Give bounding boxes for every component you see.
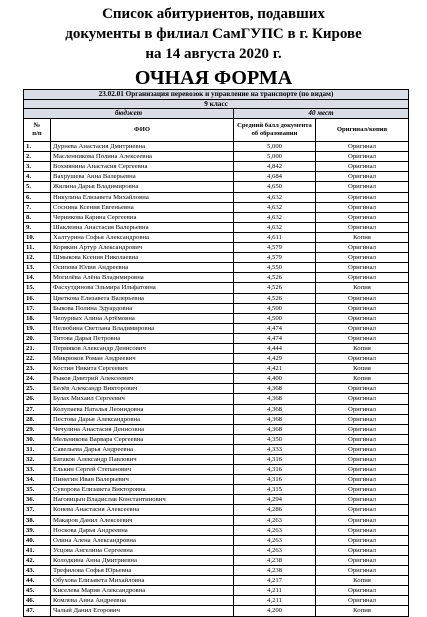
document-type: Оригинал [316,505,409,515]
applicant-name: Рыков Дмитрий Алексеевич [51,374,234,384]
row-number: 15. [24,283,51,293]
row-number: 30. [24,434,51,444]
row-number: 22. [24,354,51,364]
applicant-name: Наговицын Владислав Константинович [51,495,234,505]
average-score: 4,263 [234,525,316,535]
document-type: Копия [316,283,409,293]
document-type: Оригинал [316,212,409,222]
applicant-name: Булах Михаил Сергеевич [51,394,234,404]
row-number: 44. [24,576,51,586]
row-number: 23. [24,364,51,374]
table-row [24,212,409,222]
document-type: Оригинал [316,172,409,182]
document-type: Оригинал [316,555,409,565]
col-header-name: ФИО [51,119,234,142]
average-score: 4,429 [234,354,316,364]
applicant-name: Халтурина Софья Александровна [51,232,234,242]
average-score: 4,632 [234,222,316,232]
row-number: 45. [24,586,51,596]
average-score: 4,526 [234,273,316,283]
document-type: Оригинал [316,293,409,303]
document-type: Оригинал [316,162,409,172]
column-header-row [24,119,409,142]
row-number: 43. [24,566,51,576]
row-number: 33. [24,465,51,475]
average-score: 4,579 [234,253,316,263]
table-row [24,364,409,374]
average-score: 4,368 [234,394,316,404]
average-score: 4,842 [234,162,316,172]
row-number: 47. [24,606,51,616]
document-type: Оригинал [316,596,409,606]
document-type: Оригинал [316,566,409,576]
applicant-name: Мельникова Варвара Сергеевна [51,434,234,444]
table-row [24,263,409,273]
applicant-name: Макаров Данил Алексеевич [51,515,234,525]
document-type: Оригинал [316,535,409,545]
document-type: Оригинал [316,515,409,525]
row-number: 39. [24,525,51,535]
average-score: 5,000 [234,142,316,152]
row-number: 5. [24,182,51,192]
document-type: Оригинал [316,414,409,424]
average-score: 4,286 [234,505,316,515]
table-row [24,243,409,253]
table-row [24,182,409,192]
average-score: 4,526 [234,293,316,303]
applicant-name: Корякин Артур Александрович [51,243,234,253]
row-number: 13. [24,263,51,273]
document-type: Оригинал [316,455,409,465]
average-score: 5,000 [234,152,316,162]
average-score: 4,650 [234,182,316,192]
applicant-name: Дурнева Анастасия Дмитриевна [51,142,234,152]
applicant-name: Микрюков Роман Андреевич [51,354,234,364]
row-number: 27. [24,404,51,414]
applicant-name: Чечулина Анастасия Денисовна [51,424,234,434]
table-row [24,303,409,313]
document-type: Оригинал [316,384,409,394]
average-score: 4,474 [234,333,316,343]
row-number: 4. [24,172,51,182]
table-row [24,283,409,293]
applicant-name: Шмыкова Ксения Николаевна [51,253,234,263]
applicant-name: Трефилова Софья Юрьевна [51,566,234,576]
row-number: 2. [24,152,51,162]
document-type: Оригинал [316,222,409,232]
document-type: Оригинал [316,253,409,263]
table-row [24,485,409,495]
applicants-table [23,89,409,617]
applicant-name: Соснина Ксения Евгеньевна [51,202,234,212]
funding-row [24,109,409,119]
row-number: 7. [24,202,51,212]
average-score: 4,211 [234,596,316,606]
average-score: 4,632 [234,212,316,222]
document-type: Оригинал [316,485,409,495]
applicant-name: Шаклеина Анастасия Валерьевна [51,222,234,232]
row-number: 19. [24,323,51,333]
table-row [24,293,409,303]
applicant-name: Никулина Елизавета Михайловна [51,192,234,202]
document-type: Оригинал [316,313,409,323]
row-number: 21. [24,343,51,353]
table-row [24,172,409,182]
document-type: Оригинал [316,303,409,313]
heading-line-1: Список абитуриентов, подавших [102,6,325,22]
table-row [24,465,409,475]
row-number: 38. [24,515,51,525]
document-type: Оригинал [316,152,409,162]
row-number: 20. [24,333,51,343]
document-type: Оригинал [316,404,409,414]
applicant-name: Вахрушева Анна Валерьевна [51,172,234,182]
heading-line-2: документы в филиал СамГУПС в г. Кирове [65,26,362,42]
average-score: 4,368 [234,424,316,434]
applicant-name: Масленникова Полина Алексеевна [51,152,234,162]
table-row [24,555,409,565]
table-row [24,273,409,283]
row-number: 14. [24,273,51,283]
average-score: 4,211 [234,586,316,596]
document-type: Оригинал [316,243,409,253]
average-score: 4,632 [234,202,316,212]
applicant-name: Обухова Елизавета Михайловна [51,576,234,586]
applicant-name: Фасхутдинова Эльмира Ильфатовна [51,283,234,293]
table-row [24,343,409,353]
document-type: Оригинал [316,354,409,364]
document-type: Оригинал [316,525,409,535]
average-score: 4,550 [234,263,316,273]
grade-row [24,99,409,109]
table-row [24,545,409,555]
document-type: Оригинал [316,495,409,505]
applicant-name: Елькин Сергей Степанович [51,465,234,475]
applicant-name: Осипова Юлия Андреевна [51,263,234,273]
table-row [24,505,409,515]
table-row [24,323,409,333]
applicant-name: Олина Алена Александровна [51,535,234,545]
row-number: 9. [24,222,51,232]
average-score: 4,400 [234,374,316,384]
average-score: 4,316 [234,455,316,465]
average-score: 4,526 [234,283,316,293]
document-type: Оригинал [316,142,409,152]
average-score: 4,444 [234,343,316,353]
heading-date: на 14 августа 2020 г. [145,46,282,62]
row-number: 34. [24,475,51,485]
average-score: 4,294 [234,495,316,505]
average-score: 4,421 [234,364,316,374]
row-number: 3. [24,162,51,172]
document-type: Копия [316,606,409,616]
average-score: 4,632 [234,192,316,202]
document-type: Оригинал [316,263,409,273]
applicant-name: Усцова Ангелина Сергеевна [51,545,234,555]
table-row [24,404,409,414]
applicant-name: Черникова Карина Сергеевна [51,212,234,222]
average-score: 4,263 [234,515,316,525]
applicant-name: Пинегин Иван Валерьевич [51,475,234,485]
applicant-name: Носкова Дарья Андреевна [51,525,234,535]
average-score: 4,315 [234,485,316,495]
average-score: 4,350 [234,434,316,444]
average-score: 4,263 [234,545,316,555]
row-number: 12. [24,253,51,263]
table-row [24,455,409,465]
row-number: 31. [24,444,51,454]
document-type: Оригинал [316,475,409,485]
document-type: Оригинал [316,586,409,596]
row-number: 1. [24,142,51,152]
average-score: 4,333 [234,444,316,454]
table-row [24,354,409,364]
average-score: 4,238 [234,555,316,565]
table-row [24,333,409,343]
col-header-doc: Оригинал/копия [316,119,409,142]
document-type: Оригинал [316,465,409,475]
table-row [24,606,409,616]
document-type: Оригинал [316,434,409,444]
average-score: 4,238 [234,566,316,576]
table-row [24,414,409,424]
applicant-name: Нелюбина Светлана Владимировна [51,323,234,333]
col-header-num: № п/п [24,119,51,142]
row-number: 36. [24,495,51,505]
specialty-name: 23.02.01 Организация перевозок и управление на транспорте (по видам) [24,90,409,100]
table-row [24,566,409,576]
average-score: 4,368 [234,414,316,424]
row-number: 32. [24,455,51,465]
applicant-name: Савельева Дарья Андреевна [51,444,234,454]
table-row [24,576,409,586]
average-score: 4,217 [234,576,316,586]
funding-label: бюджет [24,109,234,119]
applicant-name: Пермяков Александр Денисович [51,343,234,353]
average-score: 4,200 [234,606,316,616]
document-type: Копия [316,232,409,242]
average-score: 4,684 [234,172,316,182]
table-row [24,495,409,505]
document-type: Оригинал [316,444,409,454]
applicant-name: Пестова Дарья Александровна [51,414,234,424]
applicant-name: Колупаева Наталья Леонидовна [51,404,234,414]
row-number: 40. [24,535,51,545]
table-row [24,313,409,323]
table-row [24,394,409,404]
applicant-name: Белёв Александр Викторович [51,384,234,394]
table-row [24,535,409,545]
row-number: 46. [24,596,51,606]
document-type: Оригинал [316,394,409,404]
table-row [24,253,409,263]
document-type: Оригинал [316,202,409,212]
average-score: 4,316 [234,465,316,475]
row-number: 10. [24,232,51,242]
applicant-name: Костин Никита Сергеевич [51,364,234,374]
applicant-name: Суворова Елизавета Викторовна [51,485,234,495]
applicant-name: Жилина Дарья Владимировна [51,182,234,192]
table-row [24,434,409,444]
table-row [24,384,409,394]
table-row [24,162,409,172]
row-number: 29. [24,424,51,434]
row-number: 26. [24,394,51,404]
row-number: 28. [24,414,51,424]
table-row [24,525,409,535]
row-number: 16. [24,293,51,303]
table-row [24,444,409,454]
document-type: Оригинал [316,273,409,283]
applicant-name: Колодкина Анна Дмитриевна [51,555,234,565]
average-score: 4,500 [234,313,316,323]
table-row [24,152,409,162]
row-number: 17. [24,303,51,313]
row-number: 11. [24,243,51,253]
average-score: 4,474 [234,323,316,333]
col-header-score: Средний балл документа об образовании [234,119,316,142]
document-type: Копия [316,364,409,374]
document-type: Оригинал [316,323,409,333]
applicant-name: Быкова Полина Эдуардовна [51,303,234,313]
row-number: 35. [24,485,51,495]
average-score: 4,579 [234,243,316,253]
study-form-title: ОЧНАЯ ФОРМА [134,67,293,89]
applicant-name: Цветкова Елизавета Валерьевна [51,293,234,303]
average-score: 4,368 [234,384,316,394]
table-row [24,232,409,242]
row-number: 25. [24,384,51,394]
applicant-name: Могилёва Алёна Владимировна [51,273,234,283]
row-number: 18. [24,313,51,323]
applicant-name: Вохмянина Анастасия Сергеевна [51,162,234,172]
row-number: 37. [24,505,51,515]
applicant-name: Титова Дарья Петровна [51,333,234,343]
table-row [24,475,409,485]
document-type: Копия [316,576,409,586]
table-row [24,192,409,202]
table-row [24,424,409,434]
applicant-name: Батаков Александр Павлович [51,455,234,465]
applicant-name: Киселева Мария Александровна [51,586,234,596]
document-type: Оригинал [316,192,409,202]
document-type: Копия [316,374,409,384]
applicant-name: Комлева Анна Андреевна [51,596,234,606]
row-number: 6. [24,192,51,202]
table-row [24,596,409,606]
row-number: 41. [24,545,51,555]
document-type: Копия [316,343,409,353]
places-label: 40 мест [234,109,409,119]
average-score: 4,263 [234,535,316,545]
document-type: Оригинал [316,333,409,343]
table-row [24,374,409,384]
table-row [24,586,409,596]
grade-label: 9 класс [24,99,409,109]
row-number: 24. [24,374,51,384]
table-row [24,515,409,525]
average-score: 4,316 [234,475,316,485]
document-type: Оригинал [316,182,409,192]
average-score: 4,500 [234,303,316,313]
row-number: 42. [24,555,51,565]
table-row [24,222,409,232]
average-score: 4,368 [234,404,316,414]
applicant-name: Конева Анастасия Алексеевна [51,505,234,515]
document-type: Оригинал [316,424,409,434]
specialty-row [24,90,409,100]
applicant-name: Чалый Данил Егорович [51,606,234,616]
document-type: Оригинал [316,545,409,555]
table-row [24,202,409,212]
row-number: 8. [24,212,51,222]
table-row [24,142,409,152]
applicant-name: Чепурных Алина Артёмовна [51,313,234,323]
average-score: 4,611 [234,232,316,242]
